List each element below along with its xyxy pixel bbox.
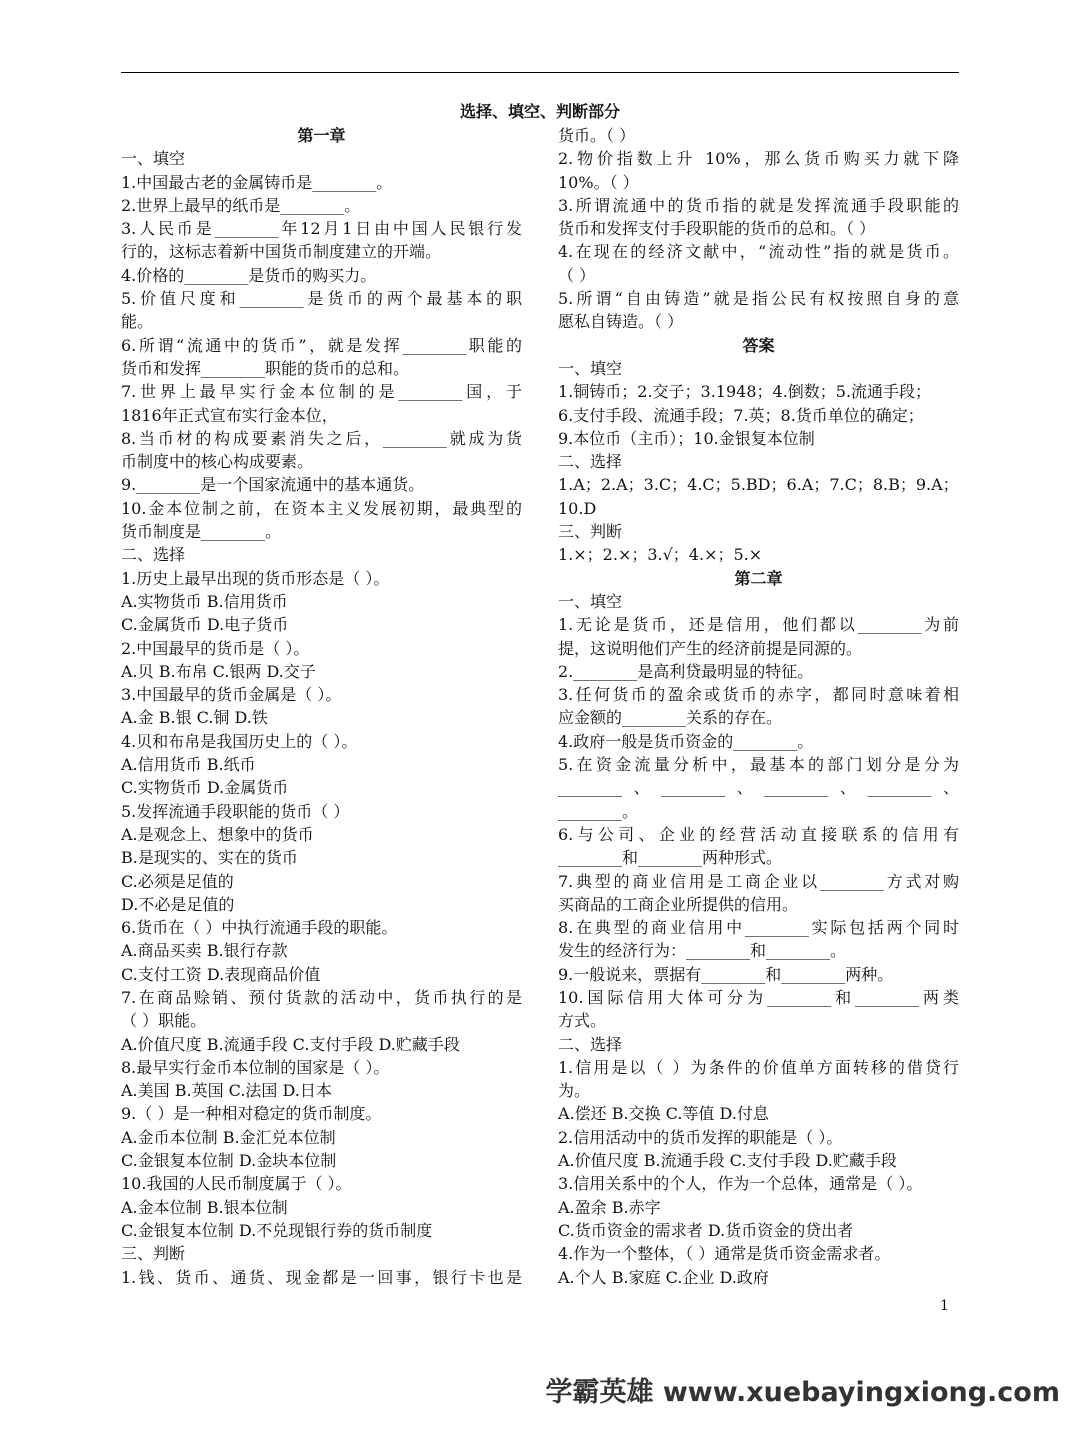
text-line: C.支付工资 D.表现商品价值	[121, 964, 321, 984]
text-line: 10.我国的人民币制度属于（ ）。	[121, 1174, 352, 1194]
top-rule	[121, 72, 959, 73]
text-line: （ ）职能。	[121, 1011, 207, 1031]
text-line: 发生的经济行为：________和________。	[558, 941, 847, 961]
text-line: D.不必是足值的	[121, 894, 235, 914]
section-heading: 答案	[742, 335, 775, 355]
text-line: 愿私自铸造。（ ）	[558, 312, 684, 332]
right-column	[558, 124, 959, 1289]
text-line: A.价值尺度 B.流通手段 C.支付手段 D.贮藏手段	[121, 1034, 460, 1054]
text-line: A.金本位制 B.银本位制	[121, 1197, 288, 1217]
text-line: 货币和发挥________职能的货币的总和。	[121, 358, 410, 378]
document-title: 选择、填空、判断部分	[459, 102, 620, 121]
text-line: C.金银复本位制 D.不兑现银行券的货币制度	[121, 1220, 433, 1240]
text-line: A.金币本位制 B.金汇兑本位制	[121, 1127, 336, 1147]
text-line: 二、选择	[121, 545, 186, 565]
text-line: 7.典型的商业信用是工商企业以________方式对购	[558, 871, 959, 891]
text-line: 4.价格的________是货币的购买力。	[121, 265, 377, 285]
text-line: 一、填空	[558, 358, 623, 378]
text-line: 5.价值尺度和________是货币的两个最基本的职	[121, 289, 522, 309]
text-line: A.盈余 B.赤字	[558, 1197, 661, 1217]
text-line: 提，这说明他们产生的经济前提是同源的。	[558, 638, 863, 658]
text-line: 方式。	[558, 1011, 607, 1031]
text-line: 6.所谓“流通中的货币”，就是发挥________职能的	[121, 335, 522, 355]
text-line: 三、判断	[121, 1244, 186, 1264]
text-line: 9.一般说来，票据有________和________两种。	[558, 964, 894, 984]
text-line: 1.历史上最早出现的货币形态是（ ）。	[121, 568, 390, 588]
text-line: ________、________、________、________、	[558, 778, 959, 798]
text-line: 3.所谓流通中的货币指的就是发挥流通手段职能的	[558, 195, 959, 215]
text-line: A.价值尺度 B.流通手段 C.支付手段 D.贮藏手段	[558, 1151, 897, 1171]
text-line: 货币。（ ）	[558, 126, 636, 145]
text-line: 6.货币在（ ）中执行流通手段的职能。	[121, 918, 398, 938]
text-line: C.金属货币 D.电子货币	[121, 615, 289, 635]
text-line: 一、填空	[121, 149, 186, 169]
text-line: A.贝 B.布帛 C.银两 D.交子	[121, 661, 316, 681]
text-line: ________和________两种形式。	[558, 848, 783, 868]
text-line: 5.在资金流量分析中，最基本的部门划分是分为	[558, 755, 959, 775]
text-line: 二、选择	[558, 452, 623, 472]
text-line: 8.最早实行金币本位制的国家是（ ）。	[121, 1057, 390, 1077]
text-line: 2.信用活动中的货币发挥的职能是（ ）。	[558, 1127, 843, 1147]
text-line: 1.铜铸币；2.交子；3.1948；4.倒数；5.流通手段；	[558, 382, 932, 402]
text-line: 行的，这标志着新中国货币制度建立的开端。	[121, 242, 442, 262]
text-line: 一、填空	[558, 591, 623, 611]
text-line: 货币和发挥支付手段职能的货币的总和。（ ）	[558, 219, 876, 239]
text-line: （ ）	[558, 265, 596, 285]
text-line: 10.国际信用大体可分为________和________两类	[558, 987, 959, 1007]
text-line: 4.在现在的经济文献中，“流动性”指的就是货币。	[558, 242, 959, 262]
text-line: 应金额的________关系的存在。	[558, 708, 783, 728]
text-line: 二、选择	[558, 1034, 623, 1054]
text-line: 币制度中的核心构成要素。	[121, 452, 314, 472]
text-line: 6.支付手段、流通手段；7.英；8.货币单位的确定；	[558, 405, 924, 425]
text-line: A.美国 B.英国 C.法国 D.日本	[121, 1081, 332, 1101]
text-line: 9.________是一个国家流通中的基本通货。	[121, 475, 425, 495]
text-line: B.是现实的、实在的货币	[121, 848, 298, 868]
text-line: 4.作为一个整体，（ ）通常是货币资金需求者。	[558, 1244, 891, 1264]
text-line: 3.信用关系中的个人，作为一个总体，通常是（ ）。	[558, 1174, 923, 1194]
text-line: 1.A；2.A；3.C；4.C；5.BD；6.A；7.C；8.B；9.A；	[558, 475, 959, 495]
text-line: 2.世界上最早的纸币是________。	[121, 195, 361, 215]
section-heading: 第一章	[297, 126, 346, 145]
text-line: 货币制度是________。	[121, 522, 282, 542]
text-line: 1.信用是以（ ）为条件的价值单方面转移的借贷行	[558, 1057, 959, 1077]
text-line: C.实物货币 D.金属货币	[121, 778, 289, 798]
watermark: 学霸英雄 www.xuebayingxiong.com	[545, 1377, 1060, 1408]
text-line: C.货币资金的需求者 D.货币资金的贷出者	[558, 1220, 854, 1240]
text-line: 10.金本位制之前，在资本主义发展初期，最典型的	[121, 498, 522, 518]
text-line: ________。	[558, 801, 639, 821]
text-line: 3.人民币是________年12月1日由中国人民银行发	[121, 219, 522, 239]
text-line: 1.中国最古老的金属铸币是________。	[121, 172, 393, 192]
text-line: 7.世界上最早实行金本位制的是________国，于	[121, 382, 522, 402]
text-line: 2.________是高利贷最明显的特征。	[558, 661, 814, 681]
text-line: 4.贝和布帛是我国历史上的（ ）。	[121, 731, 358, 751]
text-line: 2.中国最早的货币是（ ）。	[121, 638, 310, 658]
left-column	[121, 124, 522, 1289]
text-line: 9.（ ）是一种相对稳定的货币制度。	[121, 1104, 382, 1124]
text-line: A.偿还 B.交换 C.等值 D.付息	[558, 1104, 769, 1124]
text-line: C.金银复本位制 D.金块本位制	[121, 1151, 337, 1171]
text-line: 为。	[558, 1081, 591, 1101]
text-line: A.信用货币 B.纸币	[121, 755, 256, 775]
text-line: A.是观念上、想象中的货币	[121, 824, 314, 844]
text-line: 能。	[121, 312, 154, 332]
text-line: 8.在典型的商业信用中________实际包括两个同时	[558, 918, 959, 938]
text-line: 10%。（ ）	[558, 172, 639, 192]
text-line: 2.物价指数上升 10%，那么货币购买力就下降	[558, 149, 959, 169]
text-line: C.必须是足值的	[121, 871, 234, 891]
text-line: 3.中国最早的货币金属是（ ）。	[121, 685, 342, 705]
text-line: 7.在商品赊销、预付货款的活动中，货币执行的是	[121, 987, 522, 1007]
page-number: 1	[940, 1298, 949, 1314]
text-line: 买商品的工商企业所提供的信用。	[558, 894, 799, 914]
text-line: 5.所谓“自由铸造”就是指公民有权按照自身的意	[558, 289, 959, 309]
section-heading: 第二章	[734, 568, 783, 588]
text-line: A.金 B.银 C.铜 D.铁	[121, 708, 268, 728]
text-line: A.商品买卖 B.银行存款	[121, 941, 288, 961]
text-line: 1.无论是货币，还是信用，他们都以________为前	[558, 615, 959, 635]
text-line: 三、判断	[558, 522, 623, 542]
text-line: 10.D	[558, 498, 597, 518]
text-line: A.个人 B.家庭 C.企业 D.政府	[558, 1267, 769, 1287]
text-line: 1816年正式宣布实行金本位，	[121, 405, 338, 425]
text-line: 5.发挥流通手段职能的货币（ ）	[121, 801, 350, 821]
text-line: 1.钱、货币、通货、现金都是一回事，银行卡也是	[121, 1267, 522, 1287]
text-line: 3.任何货币的盈余或货币的赤字，都同时意味着相	[558, 685, 959, 705]
text-line: 6.与公司、企业的经营活动直接联系的信用有	[558, 824, 959, 844]
text-line: 4.政府一般是货币资金的________。	[558, 731, 814, 751]
text-line: A.实物货币 B.信用货币	[121, 591, 288, 611]
text-line: 8.当币材的构成要素消失之后，________就成为货	[121, 428, 522, 448]
text-line: 9.本位币（主币）；10.金银复本位制	[558, 428, 815, 448]
text-line: 1.×；2.×；3.√；4.×；5.×	[558, 545, 763, 565]
